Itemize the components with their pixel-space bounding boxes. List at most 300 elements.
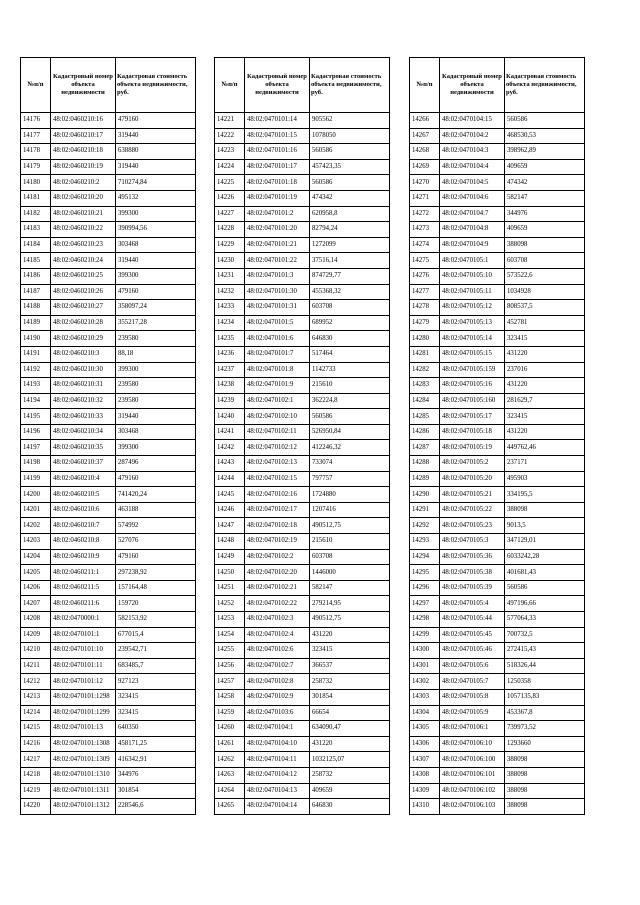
cadastral-value: 37516,14 (310, 253, 390, 269)
cadastral-number: 48:02:0470104:6 (440, 190, 505, 206)
table-row (215, 471, 390, 487)
table-row (215, 580, 390, 596)
table-row (21, 440, 196, 456)
table-row (410, 440, 585, 456)
cadastral-value: 416342,91 (116, 752, 196, 768)
cadastral-number: 48:02:0470101:9 (245, 378, 310, 394)
row-number: 14284 (410, 393, 440, 409)
row-number: 14308 (410, 767, 440, 783)
table-row (21, 315, 196, 331)
cadastral-value: 258732 (310, 674, 390, 690)
cadastral-value: 677015,4 (116, 627, 196, 643)
row-number: 14263 (215, 767, 245, 783)
row-number: 14217 (21, 752, 51, 768)
table-row (215, 518, 390, 534)
table-row (215, 705, 390, 721)
row-number: 14181 (21, 190, 51, 206)
cadastral-number: 48:02:0470105:4 (440, 596, 505, 612)
cadastral-number: 48:02:0460210:29 (51, 331, 116, 347)
row-number: 14286 (410, 424, 440, 440)
cadastral-value: 560586 (505, 580, 585, 596)
table-header-row (21, 58, 196, 113)
cadastral-value: 303468 (116, 424, 196, 440)
table-row (21, 767, 196, 783)
cadastral-number: 48:02:0460210:32 (51, 393, 116, 409)
table-row (215, 409, 390, 425)
cadastral-number: 48:02:0470105:46 (440, 643, 505, 659)
row-number: 14231 (215, 268, 245, 284)
table-row (215, 144, 390, 160)
cadastral-number: 48:02:0470102:15 (245, 471, 310, 487)
cadastral-value: 390994,56 (116, 222, 196, 238)
cadastral-value: 603708 (505, 253, 585, 269)
table-row (410, 627, 585, 643)
table-row (215, 643, 390, 659)
cadastral-value: 518326,44 (505, 658, 585, 674)
table-row (410, 518, 585, 534)
row-number: 14225 (215, 175, 245, 191)
cadastral-value: 239580 (116, 393, 196, 409)
row-number: 14189 (21, 315, 51, 331)
header-num: №п/п (215, 58, 245, 113)
cadastral-number: 48:02:0470104:2 (440, 128, 505, 144)
row-number: 14257 (215, 674, 245, 690)
row-number: 14194 (21, 393, 51, 409)
cadastral-value: 334195,5 (505, 487, 585, 503)
cadastral-value: 388098 (505, 799, 585, 815)
cadastral-number: 48:02:0470102:19 (245, 534, 310, 550)
table-row (215, 393, 390, 409)
cadastral-value: 560586 (310, 409, 390, 425)
row-number: 14199 (21, 471, 51, 487)
cadastral-number: 48:02:0470102:4 (245, 627, 310, 643)
cadastral-number: 48:02:0470101:17 (245, 159, 310, 175)
table-row (21, 300, 196, 316)
cadastral-value: 638880 (116, 144, 196, 160)
table-row (410, 159, 585, 175)
cadastral-number: 48:02:0460210:33 (51, 409, 116, 425)
row-number: 14188 (21, 300, 51, 316)
cadastral-value: 388098 (505, 783, 585, 799)
cadastral-number: 48:02:0460210:19 (51, 159, 116, 175)
cadastral-value: 700732,5 (505, 627, 585, 643)
table-row (410, 237, 585, 253)
row-number: 14306 (410, 736, 440, 752)
cadastral-value: 239542,71 (116, 643, 196, 659)
cadastral-number: 48:02:0460210:17 (51, 128, 116, 144)
row-number: 14287 (410, 440, 440, 456)
table-row (21, 534, 196, 550)
cadastral-value: 388098 (505, 502, 585, 518)
table-row (21, 378, 196, 394)
table-row (21, 658, 196, 674)
cadastral-number: 48:02:0470105:2 (440, 456, 505, 472)
cadastral-number: 48:02:0470102:9 (245, 689, 310, 705)
table-row (215, 627, 390, 643)
row-number: 14191 (21, 346, 51, 362)
cadastral-number: 48:02:0470105:19 (440, 440, 505, 456)
table-row (410, 487, 585, 503)
cadastral-value: 297238,92 (116, 565, 196, 581)
table-row (21, 409, 196, 425)
row-number: 14251 (215, 580, 245, 596)
cadastral-value: 797757 (310, 471, 390, 487)
cadastral-value: 458171,25 (116, 736, 196, 752)
table-row (410, 346, 585, 362)
table-row (215, 362, 390, 378)
row-number: 14224 (215, 159, 245, 175)
cadastral-value: 449762,46 (505, 440, 585, 456)
table-row (21, 222, 196, 238)
row-number: 14206 (21, 580, 51, 596)
cadastral-value: 319440 (116, 253, 196, 269)
table-row (21, 643, 196, 659)
row-number: 14215 (21, 721, 51, 737)
row-number: 14210 (21, 643, 51, 659)
row-number: 14299 (410, 627, 440, 643)
row-number: 14207 (21, 596, 51, 612)
table-row (410, 315, 585, 331)
row-number: 14289 (410, 471, 440, 487)
cadastral-value: 398962,89 (505, 144, 585, 160)
table-row (215, 596, 390, 612)
table-row (21, 331, 196, 347)
cadastral-value: 1293660 (505, 736, 585, 752)
cadastral-number: 48:02:0470105:44 (440, 612, 505, 628)
row-number: 14285 (410, 409, 440, 425)
table-row (215, 440, 390, 456)
table-header-row (410, 58, 585, 113)
header-cadastral-value: Кадастровая стоимость объекта недвижимости, руб. (505, 58, 585, 113)
row-number: 14233 (215, 300, 245, 316)
cadastral-table-3 (409, 57, 585, 815)
table-row (410, 799, 585, 815)
cadastral-value: 287496 (116, 456, 196, 472)
cadastral-value: 710274,84 (116, 175, 196, 191)
cadastral-value: 347129,01 (505, 534, 585, 550)
cadastral-value: 479160 (116, 471, 196, 487)
cadastral-number: 48:02:0470106:100 (440, 752, 505, 768)
row-number: 14275 (410, 253, 440, 269)
table-row (21, 284, 196, 300)
cadastral-value: 409659 (505, 159, 585, 175)
table-row (410, 767, 585, 783)
row-number: 14243 (215, 456, 245, 472)
cadastral-number: 48:02:0470101:12 (51, 674, 116, 690)
table-row (21, 721, 196, 737)
row-number: 14184 (21, 237, 51, 253)
row-number: 14209 (21, 627, 51, 643)
cadastral-number: 48:02:0470101:1309 (51, 752, 116, 768)
table-row (410, 565, 585, 581)
table-row (21, 518, 196, 534)
cadastral-number: 48:02:0470102:17 (245, 502, 310, 518)
table-row (21, 502, 196, 518)
row-number: 14277 (410, 284, 440, 300)
row-number: 14230 (215, 253, 245, 269)
cadastral-value: 1142733 (310, 362, 390, 378)
cadastral-number: 48:02:0470101:1310 (51, 767, 116, 783)
row-number: 14219 (21, 783, 51, 799)
row-number: 14295 (410, 565, 440, 581)
cadastral-number: 48:02:0470102:2 (245, 549, 310, 565)
table-row (215, 268, 390, 284)
table-row (410, 300, 585, 316)
row-number: 14249 (215, 549, 245, 565)
table-row (215, 378, 390, 394)
cadastral-value: 279214,95 (310, 596, 390, 612)
cadastral-value: 927123 (116, 674, 196, 690)
cadastral-number: 48:02:0470000:1 (51, 612, 116, 628)
table-header-row (215, 58, 390, 113)
row-number: 14301 (410, 658, 440, 674)
cadastral-number: 48:02:0460210:16 (51, 113, 116, 129)
row-number: 14278 (410, 300, 440, 316)
row-number: 14259 (215, 705, 245, 721)
cadastral-value: 1034928 (505, 284, 585, 300)
cadastral-value: 1250358 (505, 674, 585, 690)
table-row (215, 783, 390, 799)
table-row (410, 113, 585, 129)
row-number: 14237 (215, 362, 245, 378)
cadastral-number: 48:02:0470101:18 (245, 175, 310, 191)
cadastral-value: 366537 (310, 658, 390, 674)
cadastral-number: 48:02:0470104:14 (245, 799, 310, 815)
row-number: 14234 (215, 315, 245, 331)
cadastral-value: 646830 (310, 799, 390, 815)
table-row (21, 113, 196, 129)
table-row (215, 113, 390, 129)
table-row (215, 487, 390, 503)
cadastral-number: 48:02:0460210:2 (51, 175, 116, 191)
cadastral-value: 603708 (310, 549, 390, 565)
table-row (21, 346, 196, 362)
cadastral-number: 48:02:0470105:7 (440, 674, 505, 690)
cadastral-value: 474342 (310, 190, 390, 206)
row-number: 14254 (215, 627, 245, 643)
cadastral-value: 1207416 (310, 502, 390, 518)
cadastral-number: 48:02:0470104:13 (245, 783, 310, 799)
row-number: 14190 (21, 331, 51, 347)
table-row (21, 393, 196, 409)
cadastral-value: 1032125,07 (310, 752, 390, 768)
row-number: 14244 (215, 471, 245, 487)
cadastral-number: 48:02:0470104:5 (440, 175, 505, 191)
table-row (215, 736, 390, 752)
cadastral-number: 48:02:0470104:7 (440, 206, 505, 222)
cadastral-value: 733074 (310, 456, 390, 472)
cadastral-number: 48:02:0470105:1 (440, 253, 505, 269)
header-cadastral-number: Кадастровый номер объекта недвижимости (440, 58, 505, 113)
cadastral-number: 48:02:0470105:15 (440, 346, 505, 362)
row-number: 14271 (410, 190, 440, 206)
table-row (410, 705, 585, 721)
cadastral-number: 48:02:0470105:22 (440, 502, 505, 518)
cadastral-number: 48:02:0470101:8 (245, 362, 310, 378)
table-row (215, 549, 390, 565)
cadastral-value: 303468 (116, 237, 196, 253)
table-row (410, 362, 585, 378)
cadastral-number: 48:02:0460210:26 (51, 284, 116, 300)
table-row (215, 237, 390, 253)
table-row (410, 190, 585, 206)
cadastral-number: 48:02:0470106:101 (440, 767, 505, 783)
cadastral-value: 582153,92 (116, 612, 196, 628)
table-row (410, 284, 585, 300)
row-number: 14276 (410, 268, 440, 284)
cadastral-number: 48:02:0470101:19 (245, 190, 310, 206)
row-number: 14178 (21, 144, 51, 160)
table-row (410, 222, 585, 238)
table-row (410, 393, 585, 409)
cadastral-number: 48:02:0470102:10 (245, 409, 310, 425)
table-row (21, 237, 196, 253)
cadastral-number: 48:02:0460210:34 (51, 424, 116, 440)
cadastral-value: 1446000 (310, 565, 390, 581)
row-number: 14235 (215, 331, 245, 347)
table-row (410, 206, 585, 222)
row-number: 14291 (410, 502, 440, 518)
table-row (21, 190, 196, 206)
table-row (410, 471, 585, 487)
cadastral-value: 237171 (505, 456, 585, 472)
row-number: 14180 (21, 175, 51, 191)
row-number: 14227 (215, 206, 245, 222)
table-row (215, 674, 390, 690)
cadastral-value: 905562 (310, 113, 390, 129)
row-number: 14255 (215, 643, 245, 659)
table-row (21, 128, 196, 144)
cadastral-value: 401681,43 (505, 565, 585, 581)
cadastral-value: 159720 (116, 596, 196, 612)
cadastral-number: 48:02:0470105:23 (440, 518, 505, 534)
row-number: 14239 (215, 393, 245, 409)
cadastral-number: 48:02:0470105:14 (440, 331, 505, 347)
cadastral-value: 646830 (310, 331, 390, 347)
row-number: 14192 (21, 362, 51, 378)
table-row (21, 424, 196, 440)
row-number: 14246 (215, 502, 245, 518)
cadastral-number: 48:02:0470101:1312 (51, 799, 116, 815)
cadastral-value: 582147 (505, 190, 585, 206)
row-number: 14213 (21, 689, 51, 705)
row-number: 14248 (215, 534, 245, 550)
cadastral-value: 1272099 (310, 237, 390, 253)
row-number: 14273 (410, 222, 440, 238)
cadastral-value: 479160 (116, 549, 196, 565)
row-number: 14280 (410, 331, 440, 347)
row-number: 14185 (21, 253, 51, 269)
table-row (410, 144, 585, 160)
row-number: 14310 (410, 799, 440, 815)
table-row (215, 315, 390, 331)
cadastral-value: 323415 (505, 331, 585, 347)
row-number: 14292 (410, 518, 440, 534)
table-row (21, 627, 196, 643)
table-row (215, 253, 390, 269)
table-row (410, 689, 585, 705)
table-row (410, 253, 585, 269)
table-row (21, 471, 196, 487)
row-number: 14218 (21, 767, 51, 783)
row-number: 14211 (21, 658, 51, 674)
cadastral-value: 452781 (505, 315, 585, 331)
cadastral-number: 48:02:0470106:10 (440, 736, 505, 752)
table-row (21, 565, 196, 581)
table-row (410, 424, 585, 440)
row-number: 14270 (410, 175, 440, 191)
cadastral-number: 48:02:0470105:11 (440, 284, 505, 300)
row-number: 14300 (410, 643, 440, 659)
row-number: 14266 (410, 113, 440, 129)
cadastral-number: 48:02:0470103:6 (245, 705, 310, 721)
cadastral-value: 319440 (116, 409, 196, 425)
cadastral-value: 463188 (116, 502, 196, 518)
table-row (21, 689, 196, 705)
row-number: 14288 (410, 456, 440, 472)
table-row (410, 456, 585, 472)
cadastral-number: 48:02:0470105:3 (440, 534, 505, 550)
table-row (21, 487, 196, 503)
cadastral-number: 48:02:0470105:13 (440, 315, 505, 331)
cadastral-value: 412246,32 (310, 440, 390, 456)
cadastral-number: 48:02:0470101:21 (245, 237, 310, 253)
cadastral-number: 48:02:0470104:10 (245, 736, 310, 752)
cadastral-number: 48:02:0470105:8 (440, 689, 505, 705)
row-number: 14290 (410, 487, 440, 503)
table-row (215, 206, 390, 222)
row-number: 14265 (215, 799, 245, 815)
table-row (215, 534, 390, 550)
cadastral-number: 48:02:0470101:22 (245, 253, 310, 269)
cadastral-number: 48:02:0470102:8 (245, 674, 310, 690)
cadastral-value: 560586 (505, 113, 585, 129)
cadastral-number: 48:02:0470102:6 (245, 643, 310, 659)
cadastral-number: 48:02:0460210:30 (51, 362, 116, 378)
cadastral-value: 215610 (310, 534, 390, 550)
row-number: 14212 (21, 674, 51, 690)
row-number: 14258 (215, 689, 245, 705)
cadastral-number: 48:02:0470101:6 (245, 331, 310, 347)
table-row (215, 175, 390, 191)
table-row (410, 268, 585, 284)
cadastral-value: 82794,24 (310, 222, 390, 238)
cadastral-number: 48:02:0470106:102 (440, 783, 505, 799)
row-number: 14279 (410, 315, 440, 331)
cadastral-value: 808537,5 (505, 300, 585, 316)
cadastral-value: 640350 (116, 721, 196, 737)
cadastral-number: 48:02:0460210:4 (51, 471, 116, 487)
cadastral-value: 319440 (116, 159, 196, 175)
table-row (215, 721, 390, 737)
row-number: 14200 (21, 487, 51, 503)
cadastral-number: 48:02:0470105:20 (440, 471, 505, 487)
cadastral-number: 48:02:0470105:9 (440, 705, 505, 721)
cadastral-value: 527076 (116, 534, 196, 550)
cadastral-number: 48:02:0470105:45 (440, 627, 505, 643)
cadastral-number: 48:02:0470101:10 (51, 643, 116, 659)
cadastral-value: 237016 (505, 362, 585, 378)
table-row (215, 159, 390, 175)
table-row (215, 222, 390, 238)
header-cadastral-number: Кадастровый номер объекта недвижимости (51, 58, 116, 113)
cadastral-value: 453367,8 (505, 705, 585, 721)
row-number: 14186 (21, 268, 51, 284)
cadastral-value: 258732 (310, 767, 390, 783)
row-number: 14205 (21, 565, 51, 581)
cadastral-value: 239580 (116, 331, 196, 347)
table-row (21, 456, 196, 472)
